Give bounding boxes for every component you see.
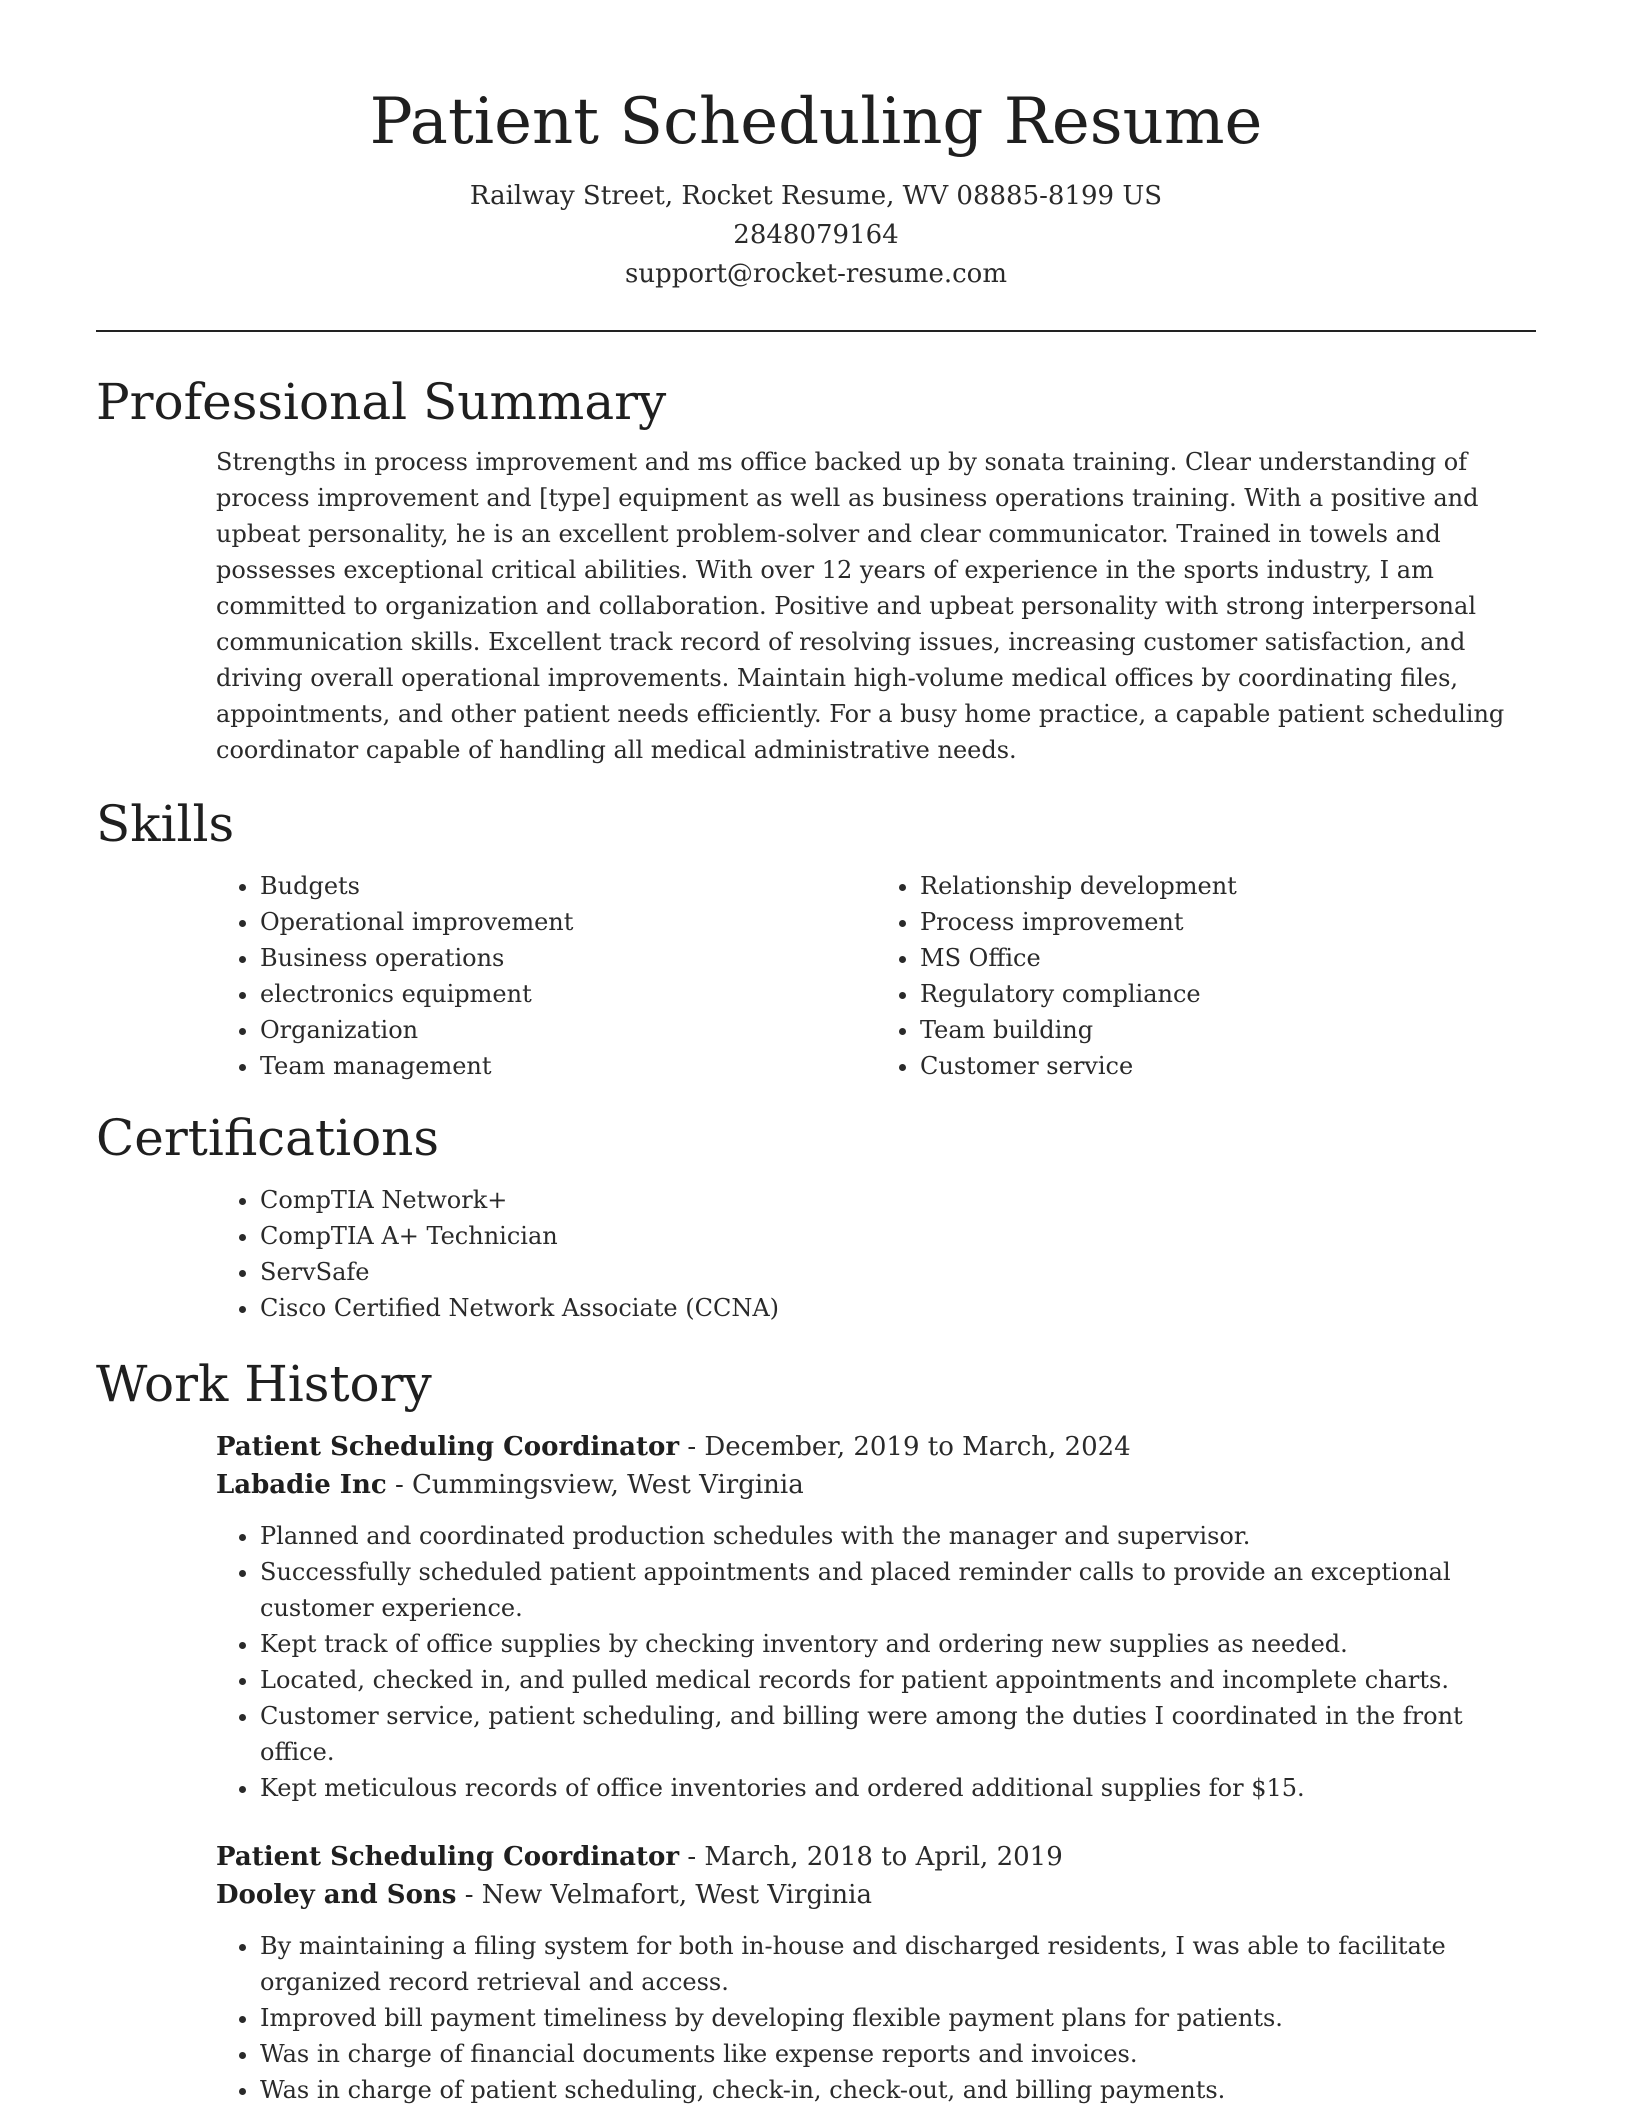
summary-section — [96, 372, 1536, 768]
job-duties-list — [216, 1928, 1536, 2108]
list-item: • Relationship development — [920, 868, 1536, 904]
job-company-line — [216, 1466, 1536, 1504]
list-item: • Business operations — [260, 940, 876, 976]
list-item: • Planned and coordinated production schedules with the manager and supervisor. — [260, 1518, 1536, 1554]
list-item: • CompTIA Network+ — [260, 1182, 1536, 1218]
work-history-heading: Work History — [96, 1354, 432, 1413]
job-company: Dooley and Sons — [216, 1879, 457, 1910]
certifications-heading: Certifications — [96, 1108, 440, 1167]
header-divider — [96, 330, 1536, 332]
list-item: • Was in charge of financial documents like expense reports and invoices. — [260, 2036, 1536, 2072]
list-item: • Organization — [260, 1012, 876, 1048]
job-location: - Cummingsview, West Virginia — [386, 1469, 804, 1500]
list-item: • Kept meticulous records of office inventories and ordered additional supplies for $15. — [260, 1770, 1536, 1806]
list-item: • Budgets — [260, 868, 876, 904]
job-location: - New Velmafort, West Virginia — [456, 1879, 872, 1910]
list-item: • Operational improvement — [260, 904, 876, 940]
list-item: • electronics equipment — [260, 976, 876, 1012]
list-item: • Located, checked in, and pulled medical records for patient appointments and incomplete charts. — [260, 1662, 1536, 1698]
list-item: • Improved bill payment timeliness by developing flexible payment plans for patients. — [260, 2000, 1536, 2036]
email: support@rocket-resume.com — [624, 258, 1007, 289]
job-dates: - March, 2018 to April, 2019 — [679, 1841, 1063, 1872]
job-entry — [216, 1838, 1536, 2108]
resume-name: Patient Scheduling Resume — [369, 85, 1263, 159]
job-company-line — [216, 1876, 1536, 1914]
job-title: Patient Scheduling Coordinator — [216, 1841, 680, 1872]
list-item: • Process improvement — [920, 904, 1536, 940]
list-item: • MS Office — [920, 940, 1536, 976]
skills-left-list — [216, 868, 876, 1084]
list-item: • Customer service — [920, 1048, 1536, 1084]
job-title-line — [216, 1838, 1536, 1876]
list-item: • Was in charge of patient scheduling, check-in, check-out, and billing payments. — [260, 2072, 1536, 2108]
list-item: • Team building — [920, 1012, 1536, 1048]
list-item: • Regulatory compliance — [920, 976, 1536, 1012]
resume-header — [96, 0, 1536, 294]
skills-heading: Skills — [96, 794, 235, 853]
list-item: • Cisco Certified Network Associate (CCNA) — [260, 1290, 1536, 1326]
list-item: • Successfully scheduled patient appointments and placed reminder calls to provide an exceptional customer experience. — [260, 1554, 1536, 1626]
list-item: • Customer service, patient scheduling, and billing were among the duties I coordinated in the front office. — [260, 1698, 1536, 1770]
list-item: • By maintaining a filing system for both in-house and discharged residents, I was able to facilitate organized record retrieval and access. — [260, 1928, 1536, 2000]
skills-section — [96, 794, 1536, 1084]
certifications-list-wrap — [216, 1182, 1536, 1326]
list-item: • CompTIA A+ Technician — [260, 1218, 1536, 1254]
job-entry — [216, 1428, 1536, 1806]
skills-columns — [216, 868, 1536, 1084]
job-duties-list — [216, 1518, 1536, 1806]
contact-info — [96, 177, 1536, 294]
phone: 2848079164 — [733, 219, 899, 250]
address: Railway Street, Rocket Resume, WV 08885-8199 US — [469, 180, 1163, 211]
job-title-line — [216, 1428, 1536, 1466]
certifications-section — [96, 1108, 1536, 1326]
list-item: • ServSafe — [260, 1254, 1536, 1290]
job-company: Labadie Inc — [216, 1469, 387, 1500]
list-item: • Kept track of office supplies by checking inventory and ordering new supplies as needed. — [260, 1626, 1536, 1662]
job-dates: - December, 2019 to March, 2024 — [679, 1431, 1131, 1462]
summary-text: Strengths in process improvement and ms office backed up by sonata training. Clear understanding of process improvement and [type] equipment as well as business operations training. With a positive and upbeat personality, he is an excellent problem-solver and clear communicator. Trained in towels and possesses exceptional critical abilities. With over 12 years of experience in the sports industry, I am committed to organization and collaboration. Positive and upbeat personality with strong interpersonal communication skills. Excellent track record of resolving issues, increasing customer satisfaction, and driving overall operational improvements. Maintain high-volume medical offices by coordinating files, appointments, and other patient needs efficiently. For a busy home practice, a capable patient scheduling coordinator capable of handling all medical administrative needs. — [216, 447, 1505, 764]
work-history-section — [96, 1354, 1536, 2108]
list-item: • Team management — [260, 1048, 876, 1084]
job-title: Patient Scheduling Coordinator — [216, 1431, 680, 1462]
summary-heading: Professional Summary — [96, 372, 667, 431]
certifications-list — [216, 1182, 1536, 1326]
skills-right-list — [876, 868, 1536, 1084]
